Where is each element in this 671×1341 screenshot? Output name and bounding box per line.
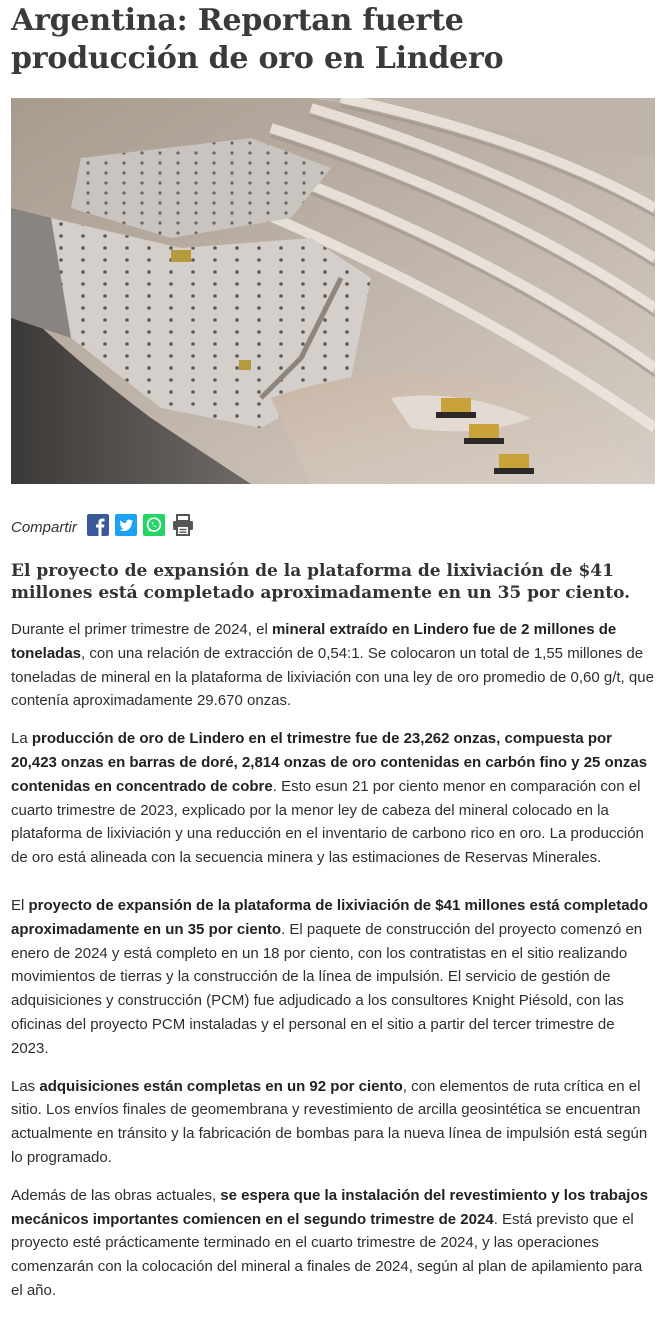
haul-truck <box>494 454 534 474</box>
paragraph: Las adquisiciones están completas en un 92 por ciento, con elementos de ruta crítica en el sitio. Los envíos finales de geomembrana y revestimiento de arcilla geosintética se encuentran actualmente en tránsito y la fabricación de bombas para la nueva línea de impulsión está según lo programado. <box>11 1077 648 1166</box>
article-subhead: El proyecto de expansión de la plataforma de lixiviación de $41 millones está completado aproximadamente en un 35 por ciento. <box>11 561 631 603</box>
open-pit-mine-photo <box>11 98 655 484</box>
paragraph: Durante el primer trimestre de 2024, el mineral extraído en Lindero fue de 2 millones de toneladas, con una relación de extracción de 0,54:1. Se colocaron un total de 1,55 millones de toneladas de mineral en la plataforma de lixiviación con una ley de oro promedio de 0,60 g/t, que contenía aproximadamente 29.670 onzas. <box>11 621 654 710</box>
facebook-icon[interactable] <box>87 514 109 536</box>
hero-image <box>11 98 655 484</box>
print-icon[interactable] <box>171 513 195 537</box>
paragraph: La producción de oro de Lindero en el trimestre fue de 23,262 onzas, compuesta por 20,423 onzas en barras de doré, 2,814 onzas de oro contenidas en carbón fino y 25 onzas contenidas en concentrado de cobre. Esto esun 21 por ciento menor en comparación con el cuarto trimestre de 2023, explicado por la menor ley de cabeza del mineral colocado en la plataforma de lixiviación y una reducción en el inventario de carbono rico en oro. La producción de oro está alineada con la secuencia minera y las estimaciones de Reservas Minerales. <box>11 730 648 867</box>
share-bar <box>11 510 201 540</box>
haul-truck <box>464 424 504 444</box>
paragraph: Además de las obras actuales, se espera que la instalación del revestimiento y los trabajos mecánicos importantes comiencen en el segundo trimestre de 2024. Está previsto que el proyecto esté prácticamente terminado en el cuarto trimestre de 2024, y las operaciones comenzarán con la colocación del mineral a finales de 2024, según al plan de apilamiento para el año. <box>11 1186 648 1299</box>
whatsapp-icon[interactable] <box>143 514 165 536</box>
share-label: Compartir <box>11 518 77 536</box>
article-body <box>11 618 655 1317</box>
twitter-icon[interactable] <box>115 514 137 536</box>
paragraph: El proyecto de expansión de la plataforma de lixiviación de $41 millones está completado aproximadamente en un 35 por ciento. El paquete de construcción del proyecto comenzó en enero de 2024 y está completo en un 18 por ciento, con los contratistas en el sitio realizando movimientos de tierras y la construcción de la línea de impulsión. El servicio de gestión de adquisiciones y construcción (PCM) fue adjudicado a los consultores Knight Piésold, con las oficinas del proyecto PCM instaladas y el personal en el sitio a partir del tercer trimestre de 2023. <box>11 896 648 1057</box>
article-title: Argentina: Reportan fuerte producción de oro en Lindero <box>11 3 504 76</box>
article <box>11 0 655 1299</box>
haul-truck <box>436 398 476 418</box>
